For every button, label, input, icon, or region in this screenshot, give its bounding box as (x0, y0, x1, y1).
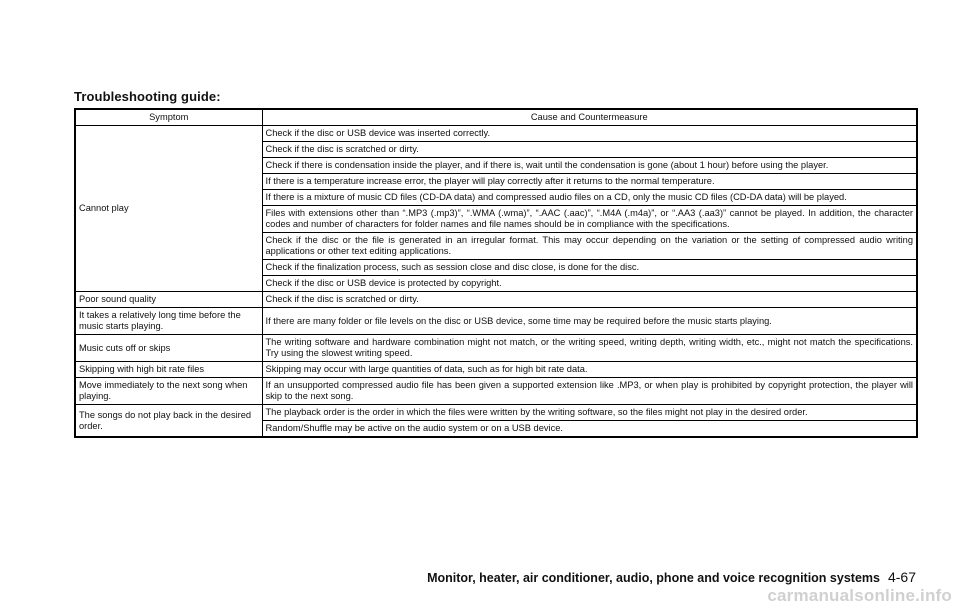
cause-cell: Random/Shuffle may be active on the audio system or on a USB device. (262, 421, 917, 438)
cause-cell: Skipping may occur with large quantities of data, such as for high bit rate data. (262, 362, 917, 378)
header-symptom: Symptom (75, 109, 262, 126)
cause-cell: Check if the disc is scratched or dirty. (262, 142, 917, 158)
table-row (75, 308, 917, 335)
table-row (75, 292, 917, 308)
page-number: 4-67 (887, 569, 916, 585)
symptom-cell: Poor sound quality (75, 292, 262, 308)
symptom-cell: Move immediately to the next song when playing. (75, 378, 262, 405)
header-cause: Cause and Countermeasure (262, 109, 917, 126)
table-header-row (75, 109, 917, 126)
cause-cell: Check if the disc or the file is generated in an irregular format. This may occur depending on the variation or the setting of compressed audio writing applications or other text editing applications. (262, 233, 917, 260)
troubleshooting-table (74, 108, 918, 438)
cause-cell: Check if the finalization process, such as session close and disc close, is done for the disc. (262, 260, 917, 276)
cause-cell: If there are many folder or file levels on the disc or USB device, some time may be required before the music starts playing. (262, 308, 917, 335)
cause-cell: Check if there is condensation inside the player, and if there is, wait until the condensation is gone (about 1 hour) before using the player. (262, 158, 917, 174)
page-heading: Troubleshooting guide: (74, 89, 221, 104)
table-row (75, 335, 917, 362)
symptom-cell: Cannot play (75, 126, 262, 292)
cause-cell: Check if the disc is scratched or dirty. (262, 292, 917, 308)
cause-cell: The writing software and hardware combination might not match, or the writing speed, writing depth, writing width, etc., might not match the specifications. Try using the slowest writing speed. (262, 335, 917, 362)
cause-cell: The playback order is the order in which the files were written by the writing software, so the files might not play in the desired order. (262, 405, 917, 421)
table-row (75, 126, 917, 142)
table-body (75, 126, 917, 438)
cause-cell: If there is a mixture of music CD files (CD-DA data) and compressed audio files on a CD, only the music CD files (CD-DA data) will be played. (262, 190, 917, 206)
cause-cell: If there is a temperature increase error, the player will play correctly after it returns to the normal temperature. (262, 174, 917, 190)
page-footer (427, 569, 916, 585)
cause-cell: Check if the disc or USB device was inserted correctly. (262, 126, 917, 142)
table-row (75, 405, 917, 421)
symptom-cell: The songs do not play back in the desired order. (75, 405, 262, 438)
table-row (75, 362, 917, 378)
symptom-cell: It takes a relatively long time before the music starts playing. (75, 308, 262, 335)
symptom-cell: Skipping with high bit rate files (75, 362, 262, 378)
watermark-text: carmanualsonline.info (767, 586, 952, 605)
symptom-cell: Music cuts off or skips (75, 335, 262, 362)
table-row (75, 378, 917, 405)
cause-cell: Check if the disc or USB device is protected by copyright. (262, 276, 917, 292)
footer-title: Monitor, heater, air conditioner, audio, phone and voice recognition systems (427, 571, 880, 585)
cause-cell: If an unsupported compressed audio file has been given a supported extension like .MP3, or when play is prohibited by copyright protection, the player will skip to the next song. (262, 378, 917, 405)
cause-cell: Files with extensions other than “.MP3 (.mp3)”, “.WMA (.wma)”, “.AAC (.aac)”, “.M4A (.m4a)”, or “.AA3 (.aa3)” cannot be played. In addition, the character codes and number of characters for folder names and file names should be in compliance with the specifications. (262, 206, 917, 233)
